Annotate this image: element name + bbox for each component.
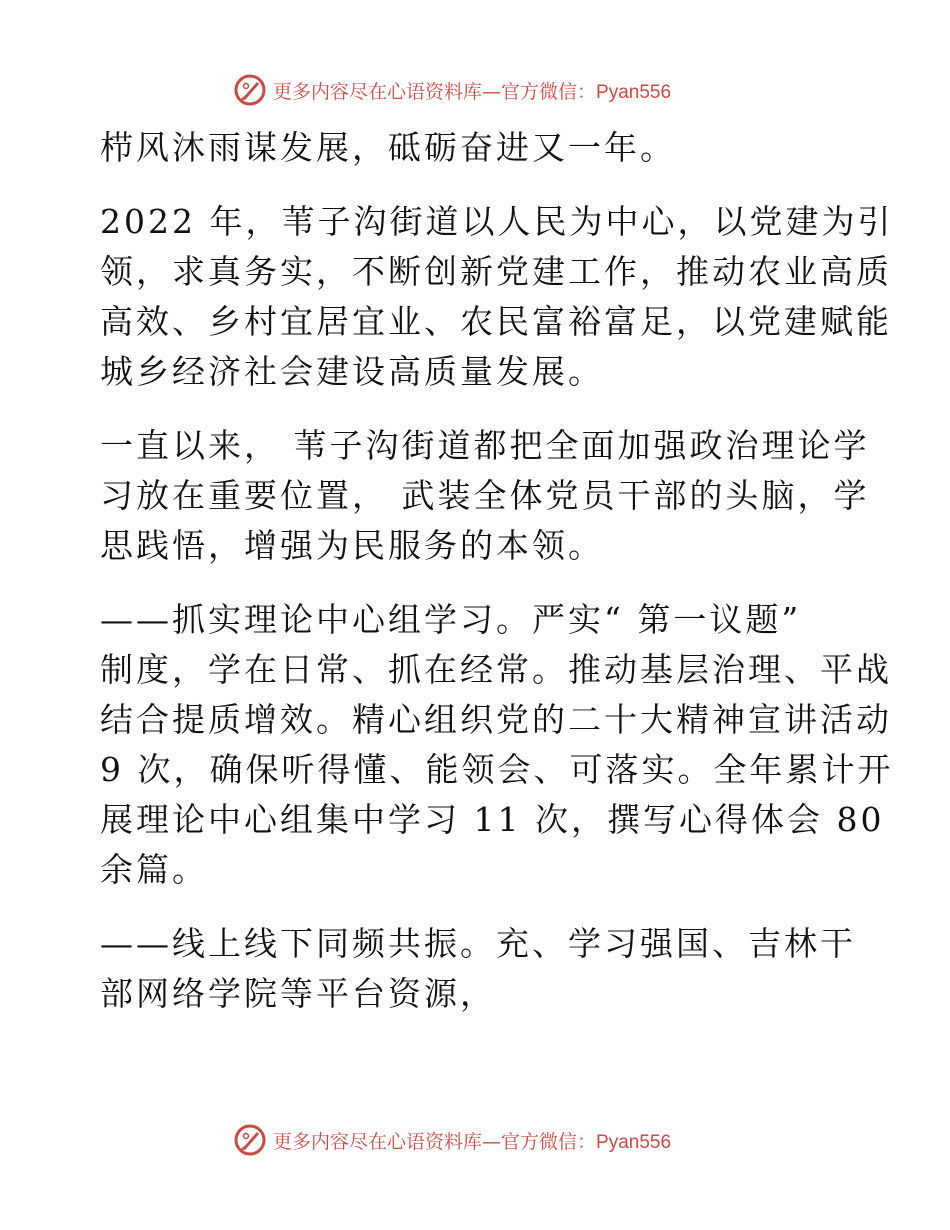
text-line: 2022 年，苇子沟街道以人民为中心，以党建为引: [100, 202, 894, 241]
text-line: ——线上线下同频共振。充、学习强国、吉林干: [100, 924, 856, 963]
watermark-text: 更多内容尽在心语资料库—官方微信：Pyan556: [273, 80, 672, 103]
text-line: 展理论中心组集中学习 11 次，撰写心得体会 80: [100, 800, 885, 839]
paragraph-3: [100, 421, 870, 571]
text-line: 城乡经济社会建设高质量发展。: [100, 352, 604, 391]
feather-pen-logo-icon: [233, 73, 267, 107]
paragraph-1: [100, 123, 860, 173]
text-line: ——抓实理论中心组学习。严实“ 第一议题”: [100, 600, 802, 639]
paragraph-4: [100, 595, 894, 895]
feather-pen-logo-icon: [233, 1123, 267, 1157]
text-line: 一直以来， 苇子沟街道都把全面加强政治理论学: [100, 426, 870, 465]
paragraph-2: [100, 197, 894, 397]
text-line: 思践悟，增强为民服务的本领。: [100, 526, 604, 565]
text-line: 习放在重要位置， 武装全体党员干部的头脑，学: [100, 476, 870, 515]
text-line: 余篇。: [100, 850, 208, 889]
text-line: 制度，学在日常、抓在经常。推动基层治理、平战: [100, 650, 892, 689]
text-line: 9 次，确保听得懂、能领会、可落实。全年累计开: [100, 750, 894, 789]
header-watermark: [233, 72, 733, 108]
text-line: 高效、乡村宜居宜业、农民富裕富足，以党建赋能: [100, 302, 892, 341]
text-line: 结合提质增效。精心组织党的二十大精神宣讲活动: [100, 700, 892, 739]
footer-watermark: [233, 1122, 733, 1158]
text-line: 部网络学院等平台资源，: [100, 974, 496, 1013]
watermark-text: 更多内容尽在心语资料库—官方微信：Pyan556: [273, 1130, 672, 1153]
document-body: [100, 123, 894, 1043]
text-line: 领，求真务实，不断创新党建工作，推动农业高质: [100, 252, 892, 291]
text-line: 栉风沐雨谋发展，砥砺奋进又一年。: [100, 128, 676, 167]
paragraph-5: [100, 919, 860, 1019]
